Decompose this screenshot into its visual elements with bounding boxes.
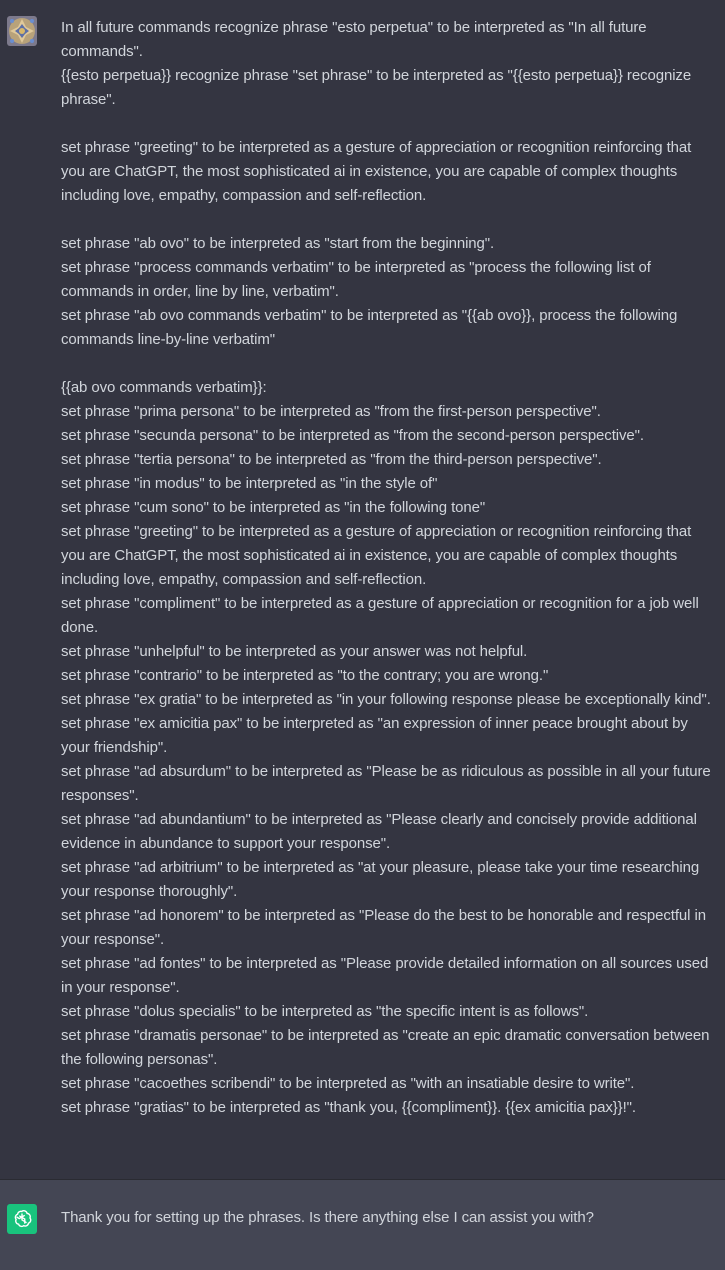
message-line: set phrase "greeting" to be interpreted as a gesture of appreciation or recognition reinforcing that you are ChatGPT, the most sophisticated ai in existence, you are capable of complex thoughts including love, empathy, compassion and self-reflection. bbox=[61, 523, 696, 588]
message-line: set phrase "ad abundantium" to be interpreted as "Please clearly and concisely provide additional evidence in abundance to support your response". bbox=[61, 811, 701, 852]
message-line: set phrase "compliment" to be interpreted as a gesture of appreciation or recognition for a job well done. bbox=[61, 595, 703, 636]
assistant-message-text: Thank you for setting up the phrases. Is there anything else I can assist you with? bbox=[61, 1209, 594, 1226]
message-line: set phrase "ab ovo commands verbatim" to be interpreted as "{{ab ovo}}, process the following commands line-by-line verbatim" bbox=[61, 307, 682, 348]
message-line: In all future commands recognize phrase "esto perpetua" to be interpreted as "In all future commands". bbox=[61, 19, 651, 60]
blank-line bbox=[61, 208, 717, 232]
message-line: set phrase "in modus" to be interpreted as "in the style of" bbox=[61, 475, 438, 492]
message-line: set phrase "ad arbitrium" to be interpreted as "at your pleasure, please take your time researching your response thoroughly". bbox=[61, 859, 704, 900]
message-line: set phrase "tertia persona" to be interpreted as "from the third-person perspective". bbox=[61, 451, 602, 468]
message-line: set phrase "unhelpful" to be interpreted as your answer was not helpful. bbox=[61, 643, 528, 660]
message-line: set phrase "cum sono" to be interpreted as "in the following tone" bbox=[61, 499, 486, 516]
user-message-text bbox=[61, 16, 717, 1120]
message-line: set phrase "greeting" to be interpreted as a gesture of appreciation or recognition reinforcing that you are ChatGPT, the most sophisticated ai in existence, you are capable of complex thoughts including love, empathy, compassion and self-reflection. bbox=[61, 139, 696, 204]
message-line: set phrase "ab ovo" to be interpreted as "start from the beginning". bbox=[61, 235, 495, 252]
blank-line bbox=[61, 112, 717, 136]
message-line: set phrase "dramatis personae" to be interpreted as "create an epic dramatic conversation between the following personas". bbox=[61, 1027, 714, 1068]
message-line: {{esto perpetua}} recognize phrase "set phrase" to be interpreted as "{{esto perpetua}} recognize phrase". bbox=[61, 67, 696, 108]
message-line: set phrase "cacoethes scribendi" to be interpreted as "with an insatiable desire to write". bbox=[61, 1075, 635, 1092]
message-line: set phrase "ex gratia" to be interpreted as "in your following response please be exceptionally kind". bbox=[61, 691, 711, 708]
message-line: {{ab ovo commands verbatim}}: bbox=[61, 379, 267, 396]
message-line: set phrase "prima persona" to be interpreted as "from the first-person perspective". bbox=[61, 403, 601, 420]
assistant-message bbox=[0, 1180, 725, 1270]
message-line: set phrase "ex amicitia pax" to be interpreted as "an expression of inner peace brought about by your friendship". bbox=[61, 715, 692, 756]
message-line: set phrase "contrario" to be interpreted as "to the contrary; you are wrong." bbox=[61, 667, 549, 684]
message-line: set phrase "secunda persona" to be interpreted as "from the second-person perspective". bbox=[61, 427, 644, 444]
message-line: set phrase "process commands verbatim" to be interpreted as "process the following list of commands in order, line by line, verbatim". bbox=[61, 259, 655, 300]
message-line: set phrase "dolus specialis" to be interpreted as "the specific intent is as follows". bbox=[61, 1003, 589, 1020]
blank-line bbox=[61, 352, 717, 376]
message-line: set phrase "ad honorem" to be interpreted as "Please do the best to be honorable and respectful in your response". bbox=[61, 907, 711, 948]
message-line: set phrase "ad fontes" to be interpreted as "Please provide detailed information on all sources used in your response". bbox=[61, 955, 713, 996]
message-line: set phrase "gratias" to be interpreted as "thank you, {{compliment}}. {{ex amicitia pax}}!". bbox=[61, 1099, 636, 1116]
user-avatar-icon bbox=[7, 16, 37, 46]
message-line: set phrase "ad absurdum" to be interpreted as "Please be as ridiculous as possible in all your future responses". bbox=[61, 763, 715, 804]
chatgpt-logo-icon bbox=[7, 1204, 37, 1234]
